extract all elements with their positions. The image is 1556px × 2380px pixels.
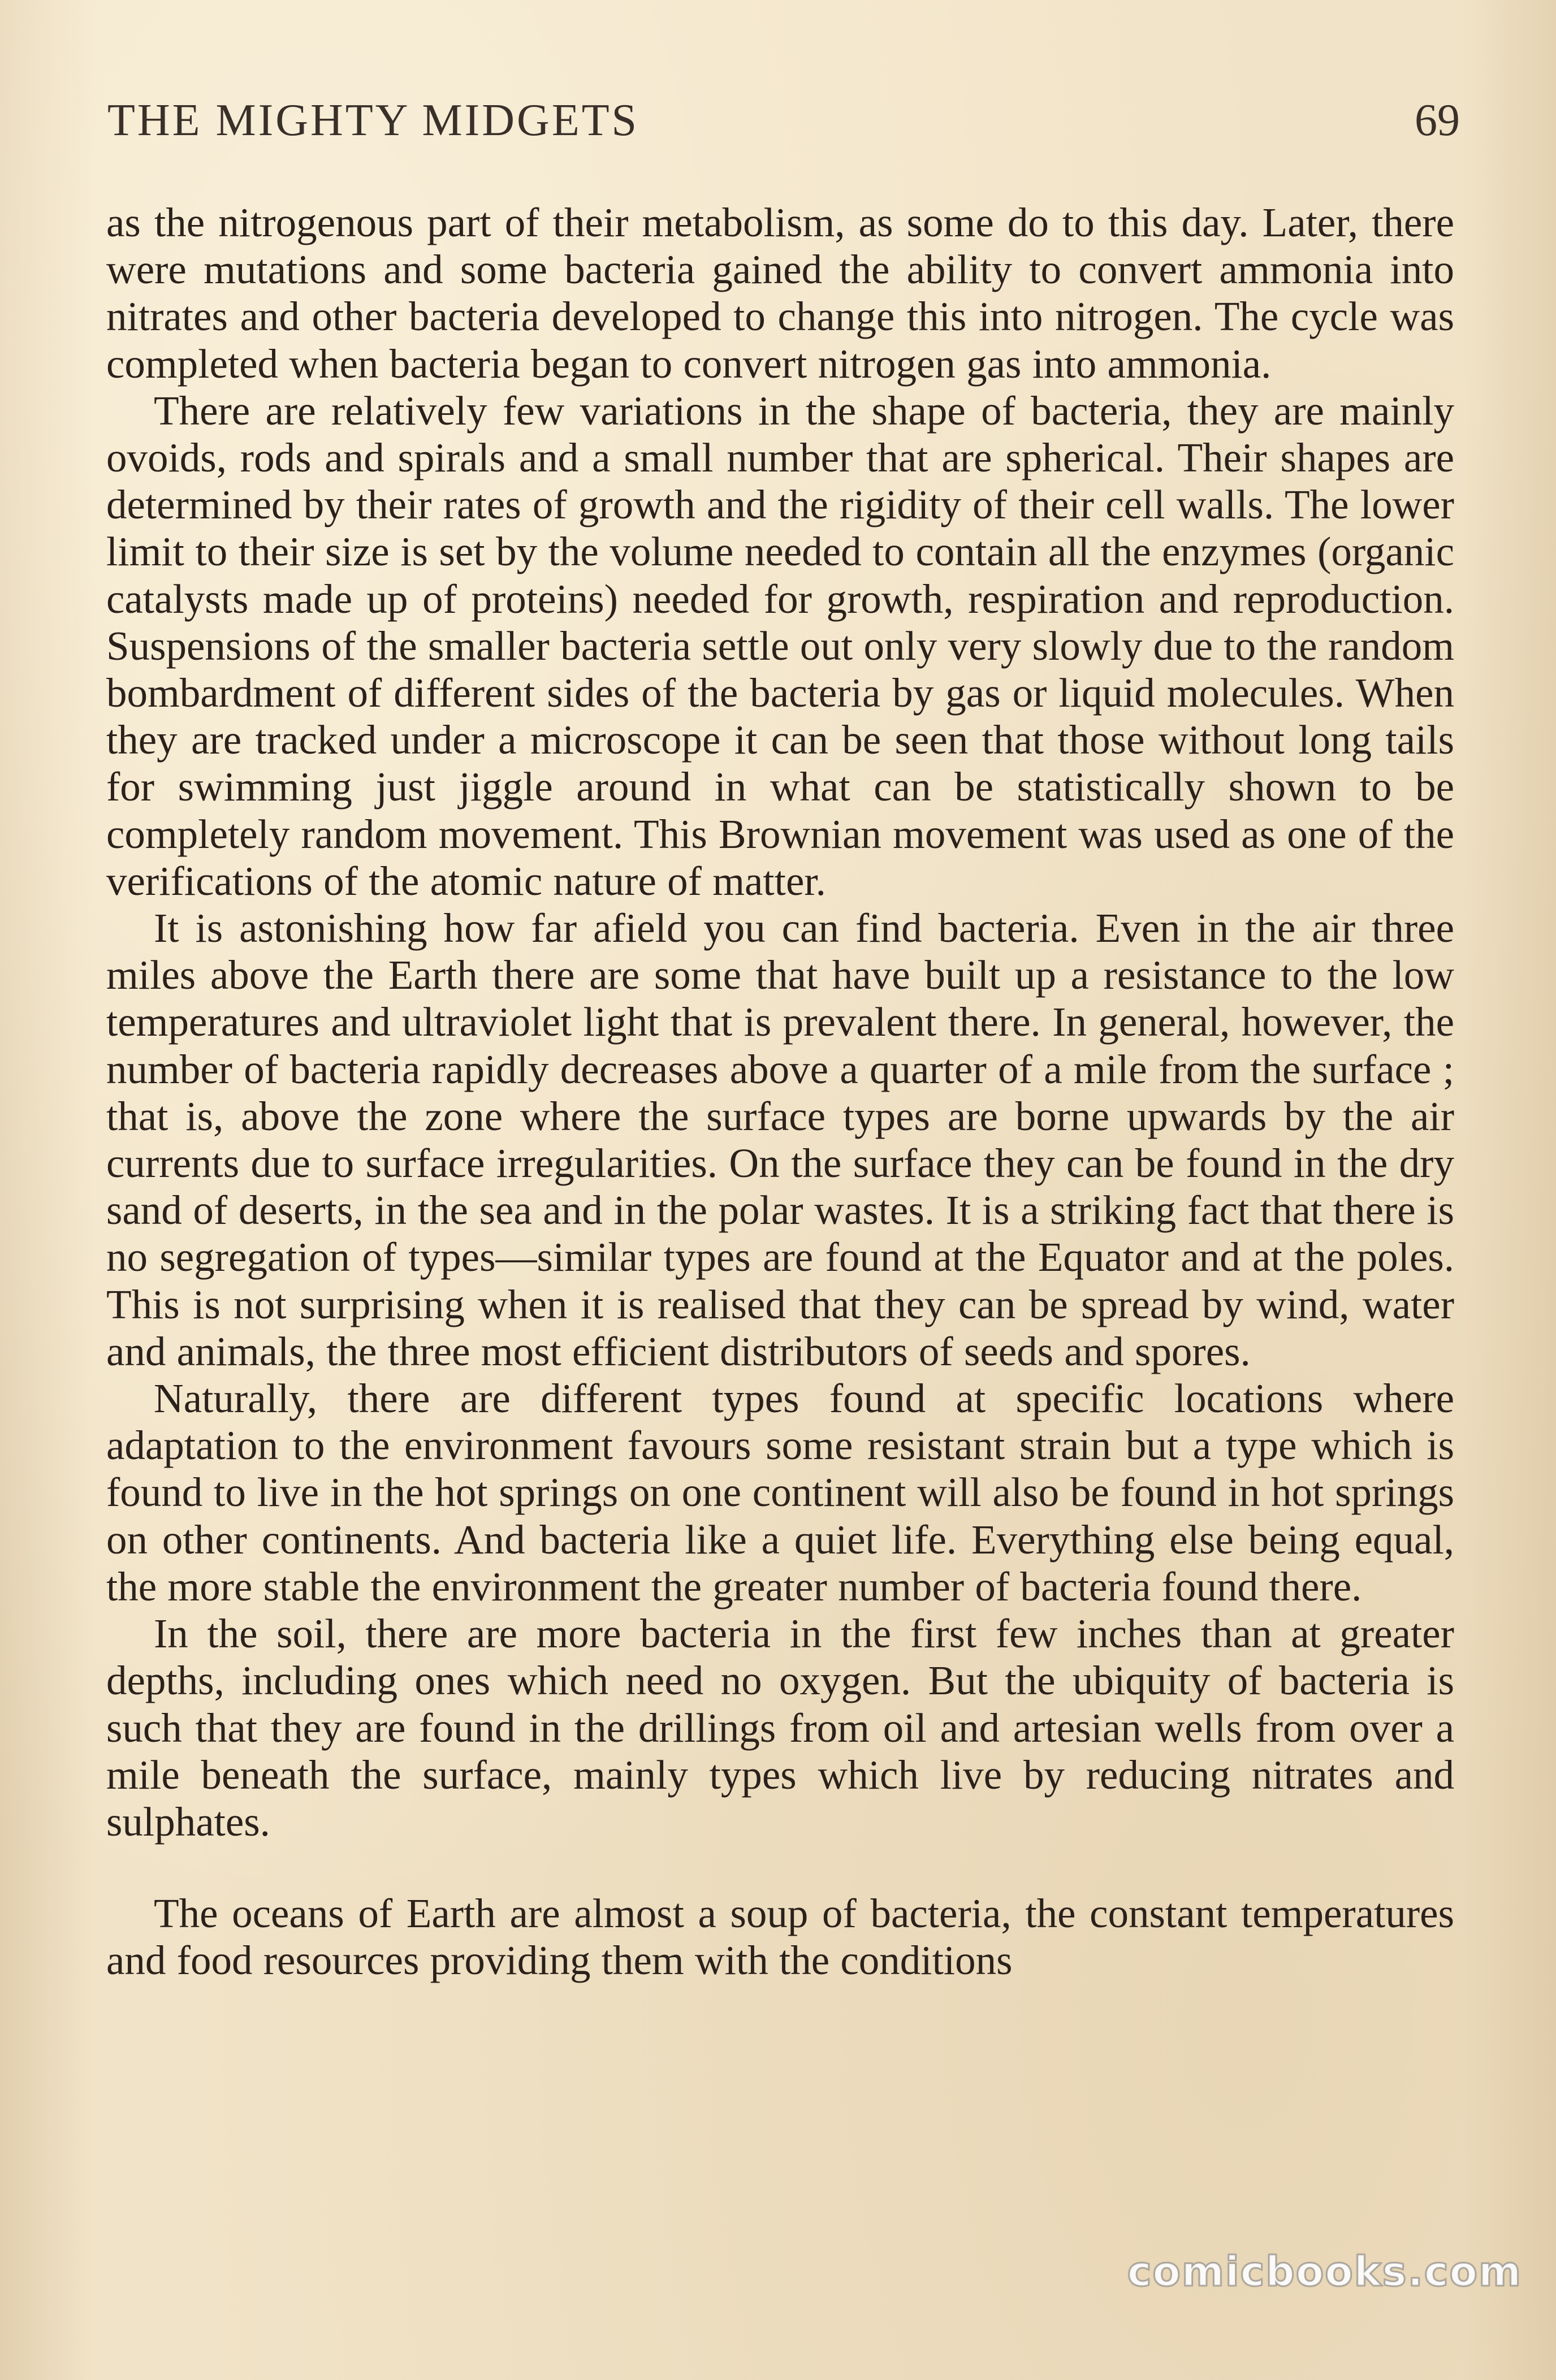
paragraph-soil: In the soil, there are more bacteria in the first few inches than at greater depths, including ones which need no oxygen. But the ubiquity of bacteria is such that they are found in the drillings from oil and artesian wells from over a mile beneath the surface, mainly types which live by reducing nitrates and sulphates. (106, 1611, 1454, 1845)
body-text (106, 199, 1454, 1984)
running-title: THE MIGHTY MIDGETS (107, 96, 639, 145)
paragraph-oceans: The oceans of Earth are almost a soup of bacteria, the constant temperatures and food resources providing them with the conditions (106, 1890, 1454, 1984)
watermark-logo: comicbooks.com (1127, 2248, 1522, 2295)
page-number: 69 (1415, 96, 1460, 145)
paragraph-bacteria-distribution: It is astonishing how far afield you can find bacteria. Even in the air three miles above the Earth there are some that have built up a resistance to the low temperatures and ultraviolet light that is prevalent there. In general, however, the number of bacteria rapidly decreases above a quarter of a mile from the surface ; that is, above the zone where the surface types are borne upwards by the air currents due to surface irregularities. On the surface they can be found in the dry sand of deserts, in the sea and in the polar wastes. It is a striking fact that there is no segregation of types—similar types are found at the Equator and at the poles. This is not surprising when it is realised that they can be spread by wind, water and animals, the three most efficient distributors of seeds and spores. (106, 905, 1454, 1374)
paragraph-continuation: as the nitrogenous part of their metabolism, as some do to this day. Later, there were mutations and some bacteria gained the ability to convert ammonia into nitrates and other bacteria developed to change this into nitrogen. The cycle was completed when bacteria began to convert nitrogen gas into ammonia. (106, 200, 1454, 387)
paragraph-bacteria-shapes: There are relatively few variations in the shape of bacteria, they are mainly ovoids, rods and spirals and a small number that are spherical. Their shapes are determined by their rates of growth and the rigidity of their cell walls. The lower limit to their size is set by the volume needed to contain all the enzymes (organic catalysts made up of proteins) needed for growth, respiration and reproduction. Suspensions of the smaller bacteria settle out only very slowly due to the random bombardment of different sides of the bacteria by gas or liquid molecules. When they are tracked under a microscope it can be seen that those without long tails for swimming just jiggle around in what can be statistically shown to be completely random movement. This Brownian movement was used as one of the verifications of the atomic nature of matter. (106, 387, 1454, 904)
paragraph-adaptation: Naturally, there are different types found at specific locations where adaptation to the environment favours some resistant strain but a type which is found to live in the hot springs on one continent will also be found in hot springs on other continents. And bacteria like a quiet life. Everything else being equal, the more stable the environment the greater number of bacteria found there. (106, 1375, 1454, 1609)
